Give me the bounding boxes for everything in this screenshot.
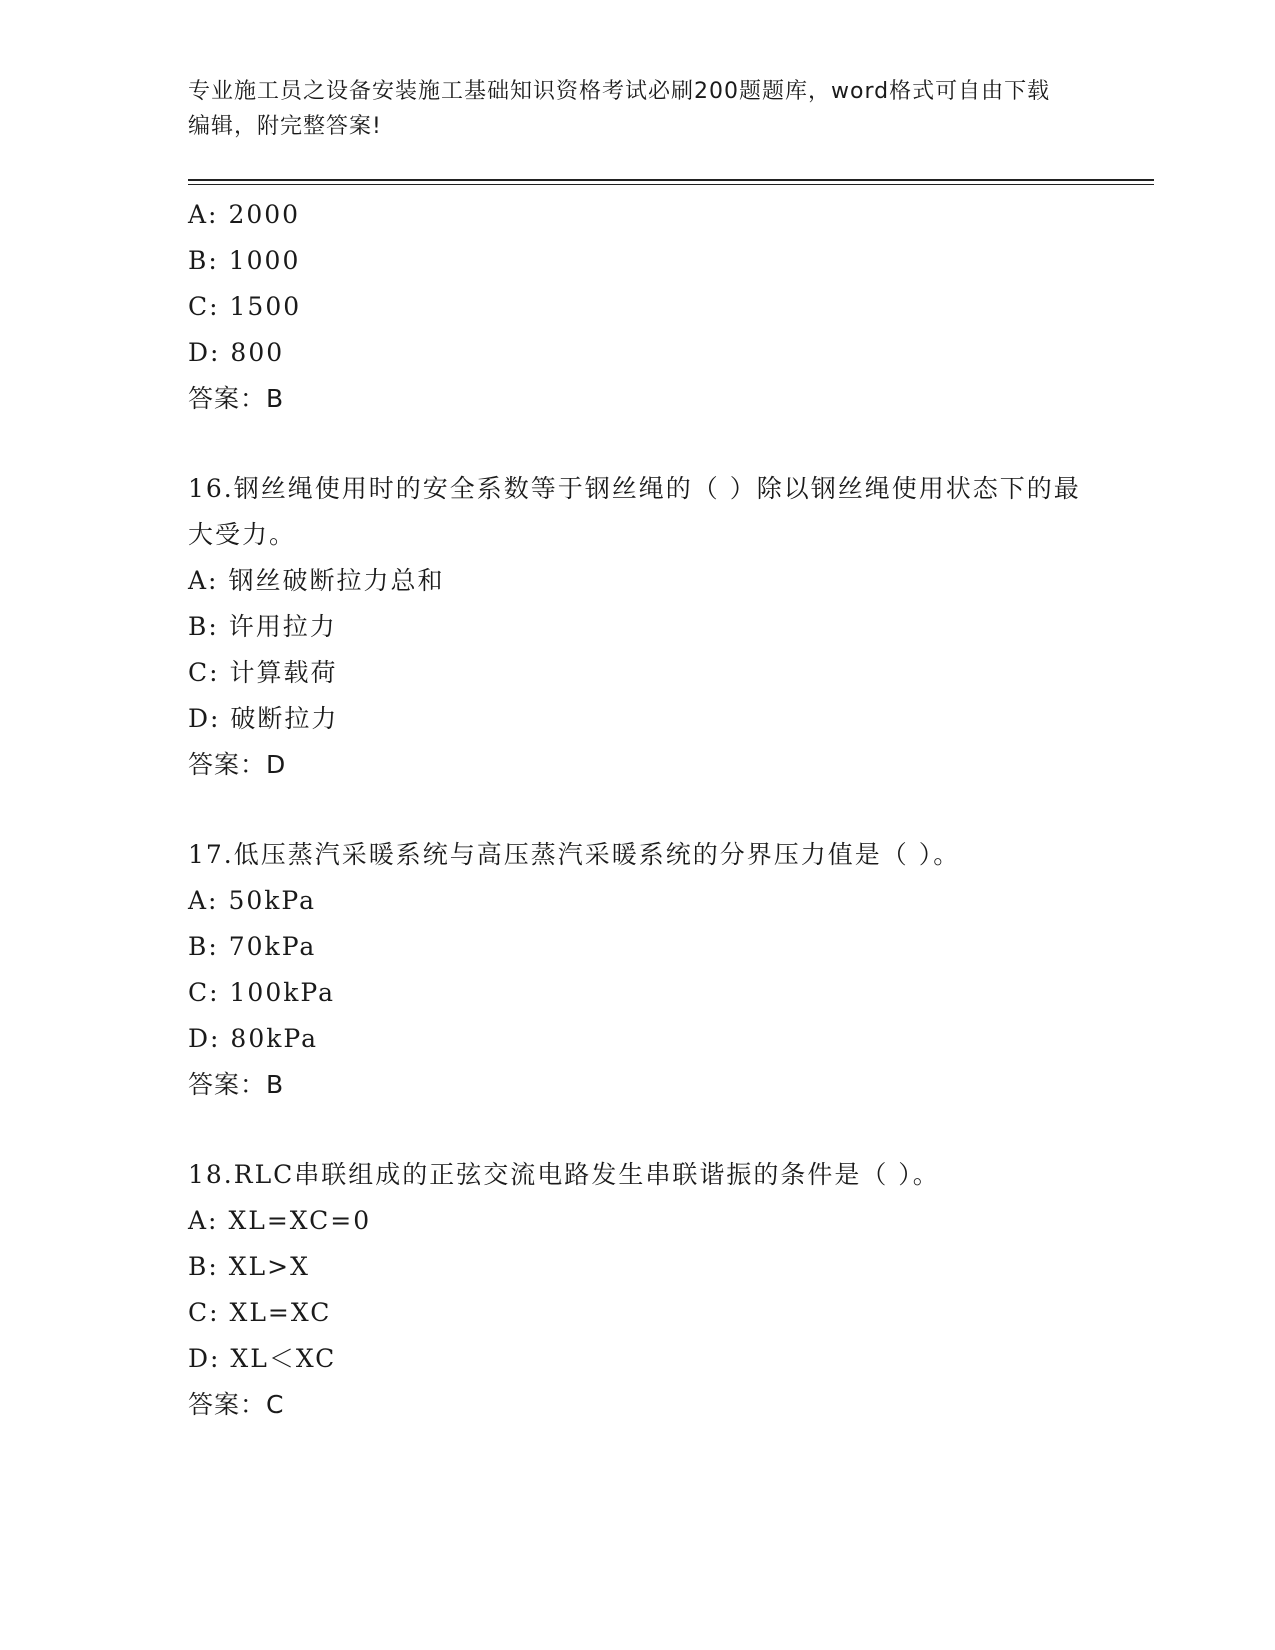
question-stem: 17.低压蒸汽采暖系统与高压蒸汽采暖系统的分界压力值是（ ）。 <box>188 840 961 869</box>
option-c: C: 1500 <box>188 292 302 321</box>
spacer <box>188 1108 1088 1152</box>
spacer <box>188 422 1088 466</box>
question-16 <box>188 466 1088 788</box>
option-b: B: 70kPa <box>188 932 317 961</box>
answer-line: 答案：B <box>188 1070 285 1099</box>
option-d: D: 80kPa <box>188 1024 318 1053</box>
option-a: A: XL=XC=0 <box>188 1206 372 1235</box>
question-list <box>188 192 1088 1428</box>
page-header <box>188 74 1068 144</box>
question-stem: 16.钢丝绳使用时的安全系数等于钢丝绳的（ ）除以钢丝绳使用状态下的最大受力。 <box>188 474 1081 549</box>
option-b: B: XL>X <box>188 1252 310 1281</box>
answer-line: 答案：C <box>188 1390 285 1419</box>
question-17 <box>188 832 1088 1108</box>
header-divider <box>188 179 1154 185</box>
option-a: A: 2000 <box>188 200 301 229</box>
option-a: A: 50kPa <box>188 886 317 915</box>
option-b: B: 1000 <box>188 246 301 275</box>
option-b: B: 许用拉力 <box>188 612 337 641</box>
answer-line: 答案：D <box>188 750 287 779</box>
option-c: C: 100kPa <box>188 978 335 1007</box>
spacer <box>188 788 1088 832</box>
option-a: A: 钢丝破断拉力总和 <box>188 566 445 595</box>
option-d: D: 800 <box>188 338 285 367</box>
option-c: C: 计算载荷 <box>188 658 338 687</box>
answer-line: 答案：B <box>188 384 285 413</box>
question-18 <box>188 1152 1088 1428</box>
question-15-partial <box>188 192 1088 422</box>
document-title: 专业施工员之设备安装施工基础知识资格考试必刷200题题库，word格式可自由下载编辑，附完整答案! <box>188 79 1051 139</box>
option-d: D: XL＜XC <box>188 1344 337 1373</box>
option-d: D: 破断拉力 <box>188 704 339 733</box>
option-c: C: XL=XC <box>188 1298 332 1327</box>
question-stem: 18.RLC串联组成的正弦交流电路发生串联谐振的条件是（ ）。 <box>188 1160 940 1189</box>
